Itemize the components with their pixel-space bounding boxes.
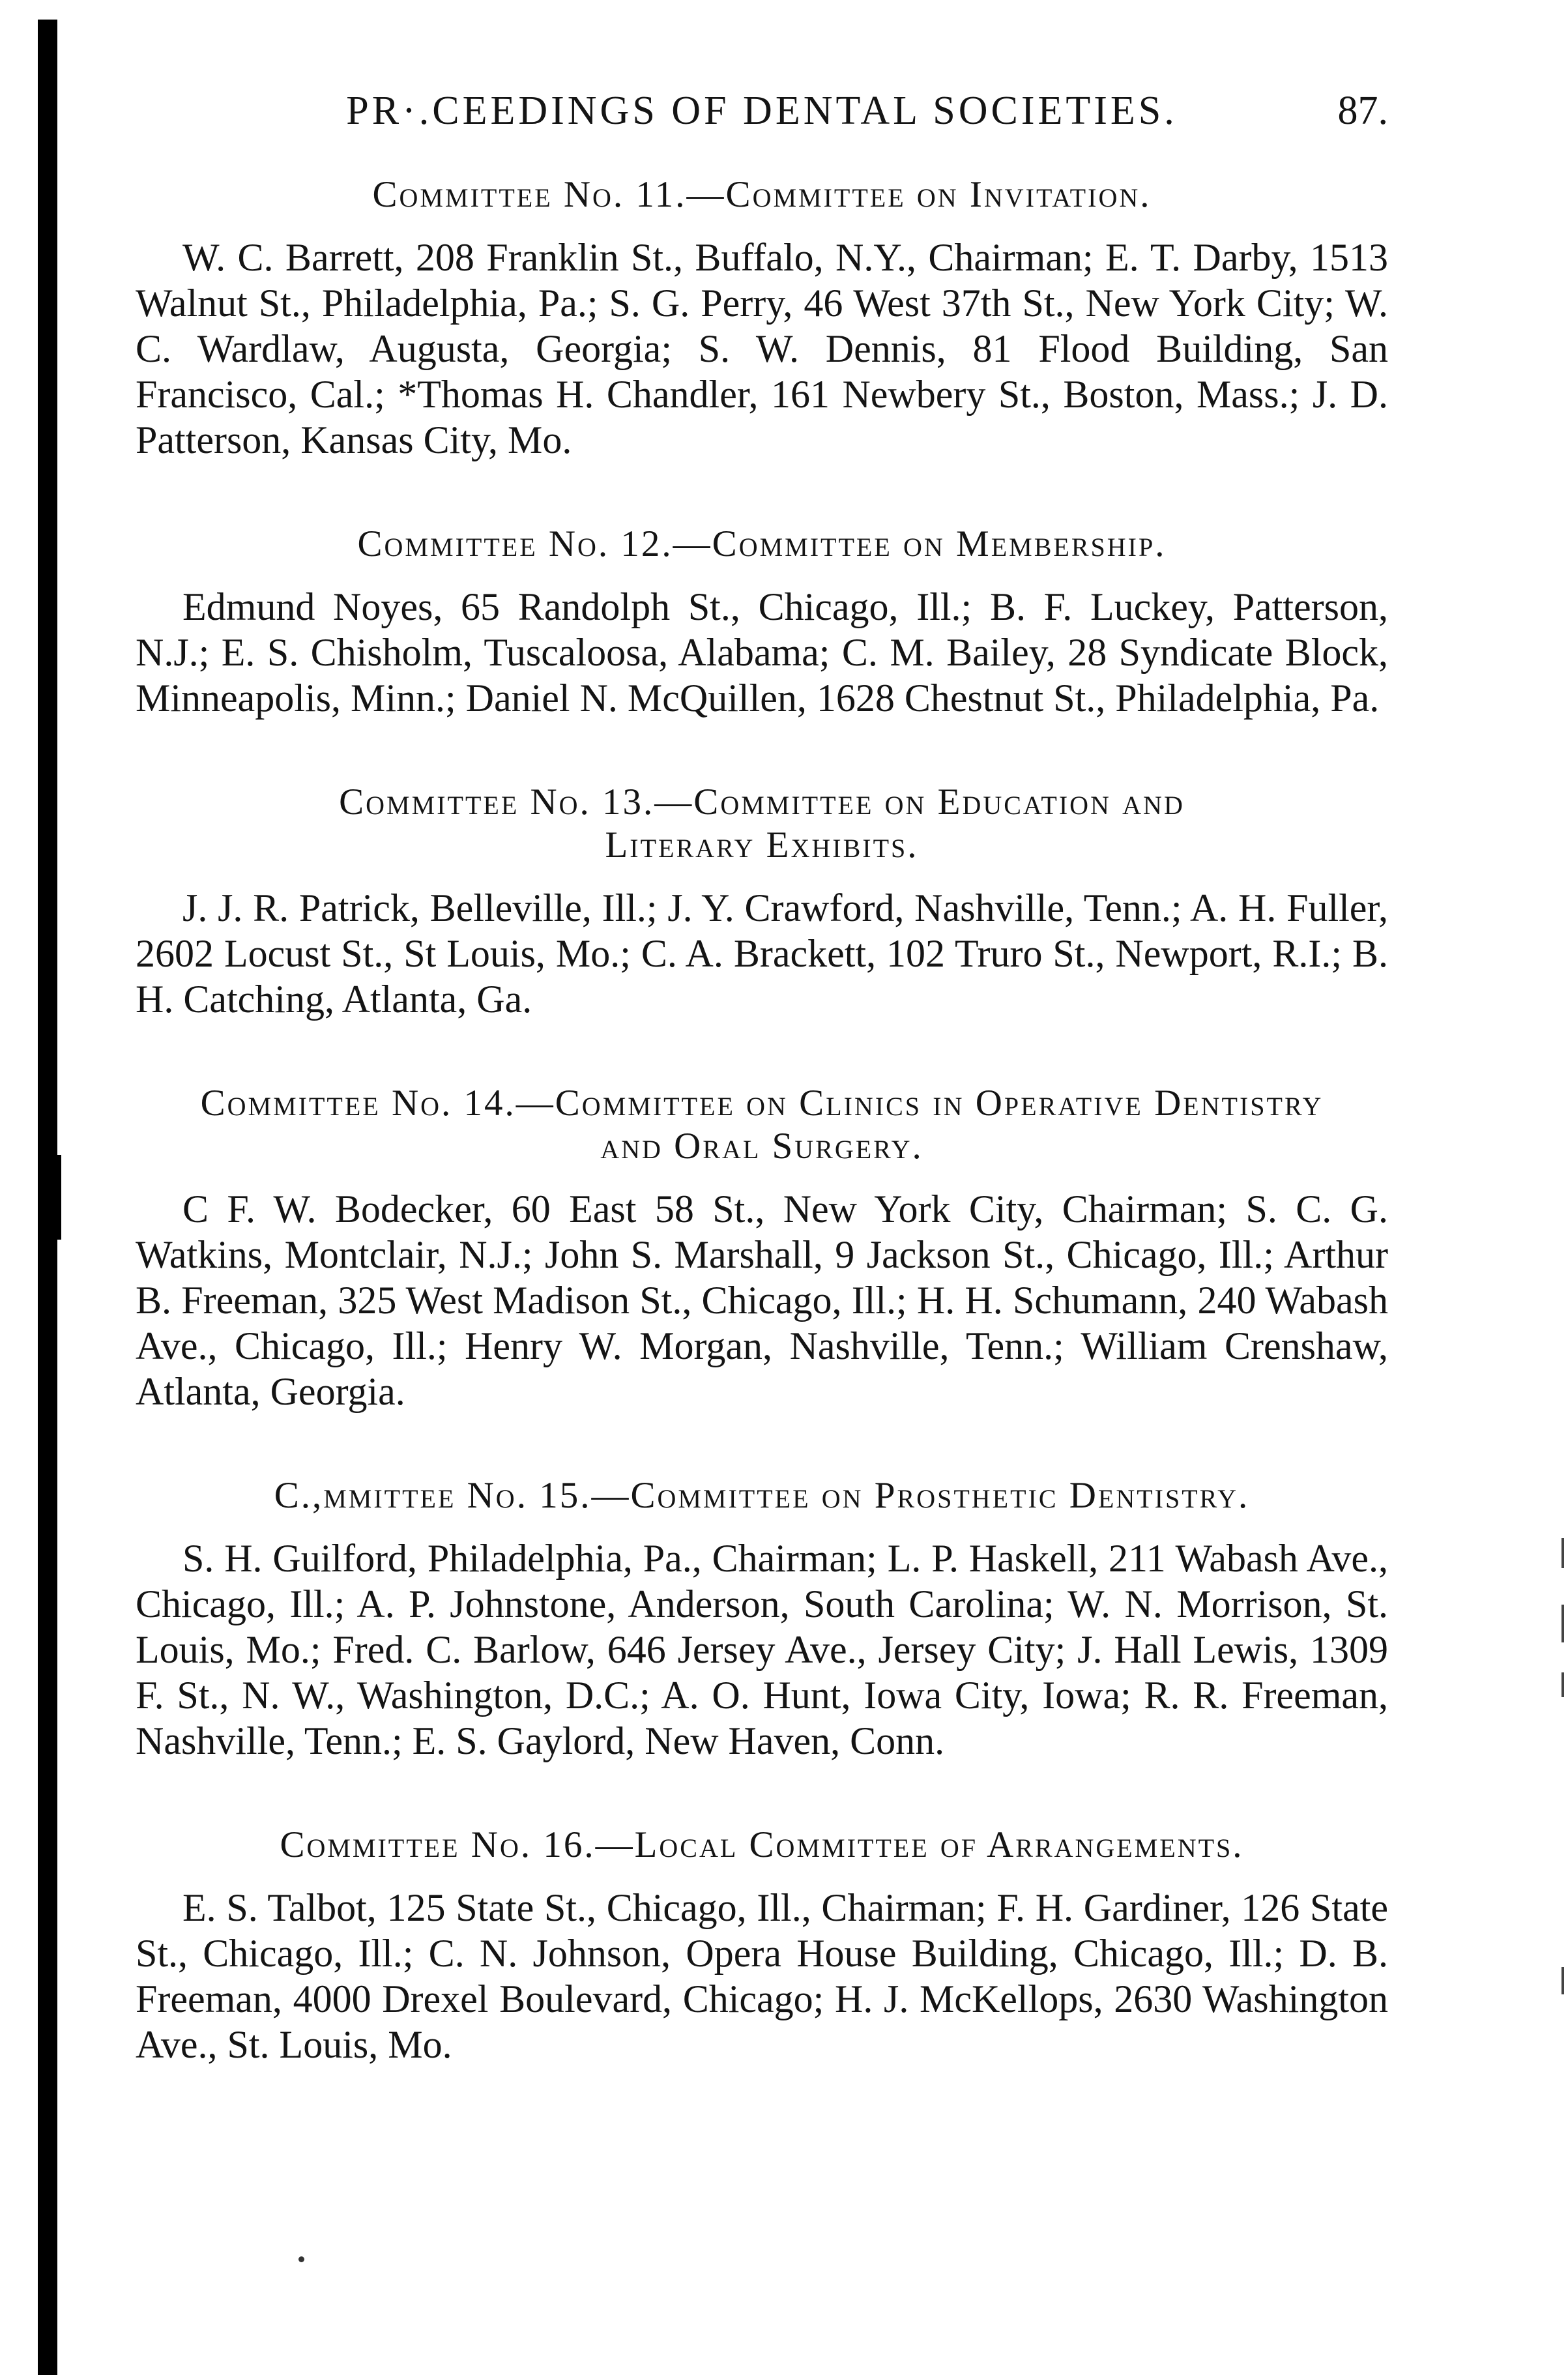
section-body: Edmund Noyes, 65 Randolph St., Chicago, Ill.; B. F. Luckey, Patterson, N.J.; E. S. Chisholm, Tuscaloosa, Alabama; C. M. Bailey, 28 Syndicate Block, Minneapolis, Minn.; Daniel N. McQuillen, 1628 Chestnut St., Philadelphia, Pa. [136, 585, 1388, 720]
scan-edge-mark [1561, 1538, 1564, 1568]
section-heading: Committee No. 11.—Committee on Invitation. [372, 174, 1152, 215]
page [136, 85, 1388, 2067]
section-body: C F. W. Bodecker, 60 East 58 St., New York City, Chairman; S. C. G. Watkins, Montclair, N.J.; John S. Marshall, 9 Jackson St., Chicago, Ill.; Arthur B. Freeman, 325 West Madison St., Chicago, Ill.; H. H. Schumann, 240 Wabash Ave., Chicago, Ill.; Henry W. Morgan, Nashville, Tenn.; William Crenshaw, Atlanta, Georgia. [136, 1188, 1388, 1413]
committee-14 [136, 1082, 1388, 1414]
committee-16 [136, 1824, 1388, 2067]
committee-12 [136, 523, 1388, 721]
scan-speck [298, 2256, 304, 2262]
committee-13 [136, 781, 1388, 1022]
section-heading: Committee No. 16.—Local Committee of Arrangements. [280, 1824, 1244, 1865]
committee-11 [136, 173, 1388, 463]
scan-edge-mark [1561, 1672, 1564, 1697]
section-heading: Committee No. 13.—Committee on Education and Literary Exhibits. [339, 781, 1185, 866]
scan-edge-mark [1561, 1605, 1564, 1642]
section-body: S. H. Guilford, Philadelphia, Pa., Chairman; L. P. Haskell, 211 Wabash Ave., Chicago, Ill.; A. P. Johnstone, Anderson, South Carolina; W. N. Morrison, St. Louis, Mo.; Fred. C. Barlow, 646 Jersey Ave., Jersey City; J. Hall Lewis, 1309 F. St., N. W., Washington, D.C.; A. O. Hunt, Iowa City, Iowa; R. R. Freeman, Nashville, Tenn.; E. S. Gaylord, New Haven, Conn. [136, 1537, 1388, 1762]
committee-15 [136, 1474, 1388, 1764]
scan-edge-mark [1561, 1967, 1564, 1994]
section-heading: C.,mmittee No. 15.—Committee on Prosthetic Dentistry. [274, 1475, 1250, 1516]
section-heading: Committee No. 12.—Committee on Membership. [357, 523, 1167, 564]
section-heading: Committee No. 14.—Committee on Clinics in Operative Dentistry and Oral Surgery. [200, 1083, 1324, 1167]
page-number: 87. [1337, 89, 1388, 133]
running-head [136, 85, 1388, 137]
section-body: W. C. Barrett, 208 Franklin St., Buffalo, N.Y., Chairman; E. T. Darby, 1513 Walnut St., Philadelphia, Pa.; S. G. Perry, 46 West 37th St., New York City; W. C. Wardlaw, Augusta, Georgia; S. W. Dennis, 81 Flood Building, San Francisco, Cal.; *Thomas H. Chandler, 161 Newbery St., Boston, Mass.; J. D. Patterson, Kansas City, Mo. [136, 236, 1388, 461]
section-body: E. S. Talbot, 125 State St., Chicago, Ill., Chairman; F. H. Gardiner, 126 State St., Chicago, Ill.; C. N. Johnson, Opera House Building, Chicago, Ill.; D. B. Freeman, 4000 Drexel Boulevard, Chicago; H. J. McKellops, 2630 Washington Ave., St. Louis, Mo. [136, 1886, 1388, 2066]
scan-binding-notch [55, 1155, 61, 1240]
section-body: J. J. R. Patrick, Belleville, Ill.; J. Y. Crawford, Nashville, Tenn.; A. H. Fuller, 2602 Locust St., St Louis, Mo.; C. A. Brackett, 102 Truro St., Newport, R.I.; B. H. Catching, Atlanta, Ga. [136, 886, 1388, 1021]
running-head-title: PR·.CEEDINGS OF DENTAL SOCIETIES. [346, 89, 1178, 133]
